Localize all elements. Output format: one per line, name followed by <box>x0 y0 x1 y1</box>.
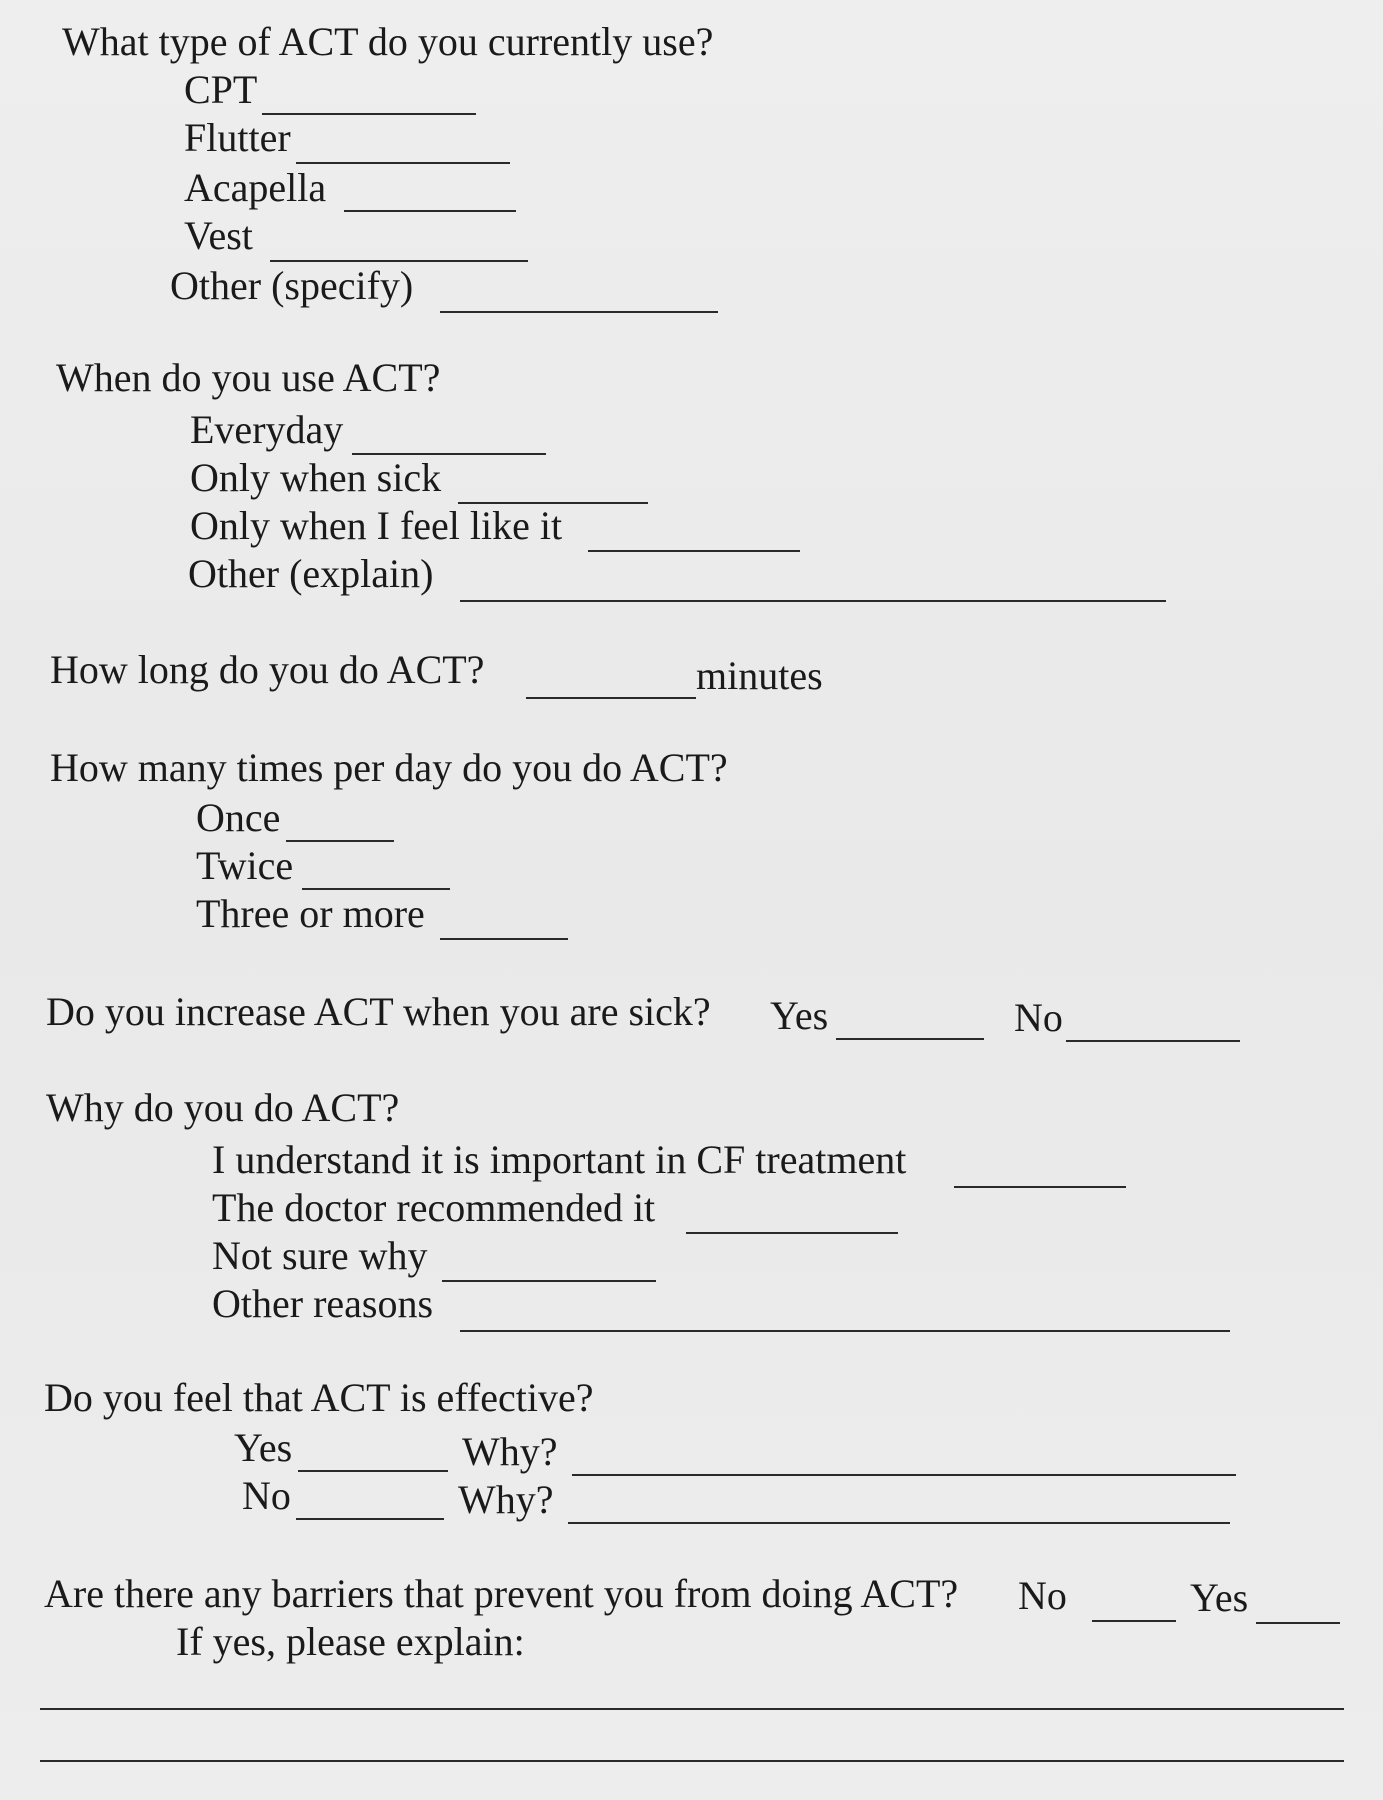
q8-yes-blank[interactable] <box>1256 1622 1340 1624</box>
q6-unsure-blank[interactable] <box>442 1280 656 1282</box>
q8-followup: If yes, please explain: <box>176 1619 525 1664</box>
q8-question: Are there any barriers that prevent you from doing ACT? <box>44 1571 959 1616</box>
q1-option-vest: Vest <box>184 213 253 258</box>
q1-vest-blank[interactable] <box>270 260 528 262</box>
q3-question: How long do you do ACT? <box>50 647 485 692</box>
q2-question: When do you use ACT? <box>56 355 441 400</box>
q2-other-blank[interactable] <box>460 600 1166 602</box>
q6-option-important: I understand it is important in CF treatment <box>212 1137 907 1182</box>
q1-option-cpt: CPT <box>184 67 258 112</box>
q6-option-unsure: Not sure why <box>212 1233 428 1278</box>
q2-option-everyday: Everyday <box>190 407 344 452</box>
q2-option-feel: Only when I feel like it <box>190 503 563 548</box>
q6-option-doctor: The doctor recommended it <box>212 1185 656 1230</box>
q4-option-three: Three or more <box>196 891 425 936</box>
q3-unit: minutes <box>696 653 823 698</box>
q5-question: Do you increase ACT when you are sick? <box>46 989 711 1034</box>
q4-once-blank[interactable] <box>286 840 394 842</box>
q4-option-once: Once <box>196 795 281 840</box>
q6-important-blank[interactable] <box>954 1186 1126 1188</box>
q7-yes-blank[interactable] <box>298 1470 448 1472</box>
q5-yes-blank[interactable] <box>836 1038 984 1040</box>
q5-no-label: No <box>1014 995 1063 1040</box>
q7-yes-label: Yes <box>234 1425 293 1470</box>
q6-other-blank[interactable] <box>460 1330 1230 1332</box>
q1-acapella-blank[interactable] <box>344 210 516 212</box>
q4-option-twice: Twice <box>196 843 294 888</box>
q2-feel-blank[interactable] <box>588 550 800 552</box>
q7-yes-why-blank[interactable] <box>572 1474 1236 1476</box>
q7-yes-why: Why? <box>462 1429 558 1474</box>
q4-question: How many times per day do you do ACT? <box>50 745 728 790</box>
q8-explain-line-1[interactable] <box>40 1708 1344 1710</box>
q7-question: Do you feel that ACT is effective? <box>44 1375 594 1420</box>
q6-option-other: Other reasons <box>212 1281 434 1326</box>
q8-explain-line-2[interactable] <box>40 1760 1344 1762</box>
q4-twice-blank[interactable] <box>302 888 450 890</box>
q7-no-label: No <box>242 1473 291 1518</box>
q7-no-blank[interactable] <box>296 1518 444 1520</box>
q8-yes-label: Yes <box>1190 1575 1249 1620</box>
q1-cpt-blank[interactable] <box>262 113 476 115</box>
q3-minutes-blank[interactable] <box>526 697 696 699</box>
q4-three-blank[interactable] <box>440 938 568 940</box>
q1-option-flutter: Flutter <box>184 115 291 160</box>
q2-option-other: Other (explain) <box>188 551 434 596</box>
q2-option-sick: Only when sick <box>190 455 442 500</box>
q1-question: What type of ACT do you currently use? <box>62 19 714 64</box>
q8-no-blank[interactable] <box>1092 1620 1176 1622</box>
q7-no-why-blank[interactable] <box>568 1522 1230 1524</box>
q6-question: Why do you do ACT? <box>46 1085 400 1130</box>
q1-other-blank[interactable] <box>440 311 718 313</box>
q1-option-acapella: Acapella <box>184 165 327 210</box>
q6-doctor-blank[interactable] <box>686 1232 898 1234</box>
q5-yes-label: Yes <box>770 993 829 1038</box>
q8-no-label: No <box>1018 1573 1067 1618</box>
q1-option-other: Other (specify) <box>170 263 414 308</box>
q5-no-blank[interactable] <box>1066 1040 1240 1042</box>
q7-no-why: Why? <box>458 1477 554 1522</box>
q1-flutter-blank[interactable] <box>296 162 510 164</box>
